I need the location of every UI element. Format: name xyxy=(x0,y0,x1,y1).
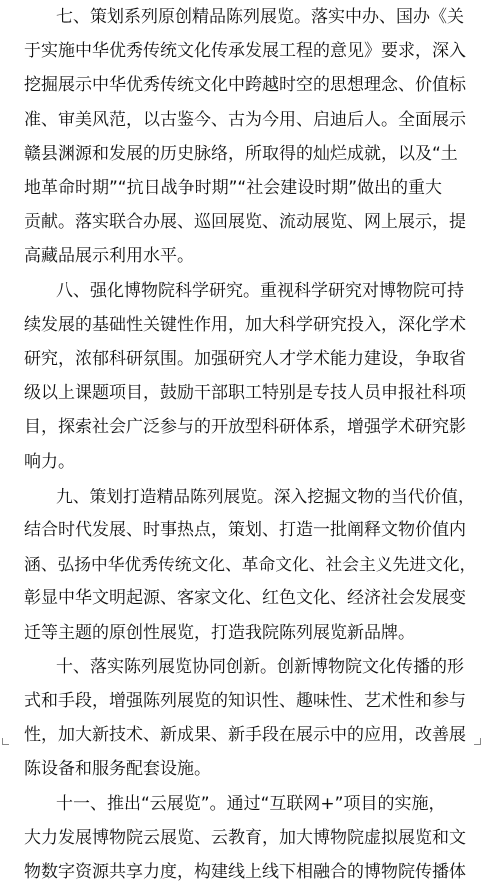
paragraph-line: 迁等主题的原创性展览，打造我院陈列展览新品牌。 xyxy=(24,622,415,643)
paragraph-line: 地革命时期”“抗日战争时期”“社会建设时期”做出的重大 xyxy=(24,178,443,198)
paragraph-line: 陈设备和服务配套设施。 xyxy=(24,759,211,780)
page-corner-mark-right xyxy=(474,738,481,745)
page-corner-mark-left xyxy=(2,738,9,745)
paragraph-line: 高藏品展示利用水平。 xyxy=(24,246,194,267)
paragraph-line: 续发展的基础性关键性作用，加大科学研究投入，深化学术 xyxy=(24,314,466,335)
paragraph-first-line: 十、落实陈列展览协同创新。创新博物院文化传播的形 xyxy=(56,656,464,677)
paragraph-first-line: 九、策划打造精品陈列展览。深入挖掘文物的当代价值， xyxy=(56,485,475,506)
paragraph-line: 准、审美风范，以古鉴今、古为今用、启迪后人。全面展示 xyxy=(24,109,466,130)
paragraph-line: 级以上课题项目，鼓励干部职工特别是专技人员申报社科项 xyxy=(24,383,466,404)
paragraph-line: 物数字资源共享力度，构建线上线下相融合的博物院传播体 xyxy=(24,862,466,882)
paragraph-line: 于实施中华优秀传统文化传承发展工程的意见》要求，深入 xyxy=(24,41,466,62)
paragraph-line: 挖掘展示中华优秀传统文化中跨越时空的思想理念、价值标 xyxy=(24,75,466,96)
paragraph-line: 贡献。落实联合办展、巡回展览、流动展览、网上展示，提 xyxy=(24,212,466,233)
paragraph-first-line: 八、强化博物院科学研究。重视科学研究对博物院可持 xyxy=(56,280,464,301)
paragraph-line: 赣县渊源和发展的历史脉络，所取得的灿烂成就，以及“土 xyxy=(24,143,458,164)
paragraph-line: 大力发展博物院云展览、云教育，加大博物院虚拟展览和文 xyxy=(24,827,466,848)
paragraph-line: 结合时代发展、时事热点，策划、打造一批阐释文物价值内 xyxy=(24,520,466,540)
paragraph-line: 研究，浓郁科研氛围。加强研究人才学术能力建设，争取省 xyxy=(24,349,466,369)
paragraph-line: 性，加大新技术、新成果、新手段在展示中的应用，改善展 xyxy=(24,725,466,746)
paragraph-line: 目，探索社会广泛参与的开放型科研体系，增强学术研究影 xyxy=(24,417,466,438)
paragraph-first-line: 七、策划系列原创精品陈列展览。落实中办、国办《关 xyxy=(56,7,464,27)
paragraph-first-line: 十一、推出“云展览”。通过“互联网+”项目的实施， xyxy=(56,793,446,814)
paragraph-line: 涵、弘扬中华优秀传统文化、革命文化、社会主义先进文化， xyxy=(24,554,477,575)
paragraph-line: 式和手段，增强陈列展览的知识性、趣味性、艺术性和参与 xyxy=(24,691,466,711)
paragraph-line: 响力。 xyxy=(24,451,75,472)
paragraph-line: 彰显中华文明起源、客家文化、红色文化、经济社会发展变 xyxy=(24,588,466,609)
